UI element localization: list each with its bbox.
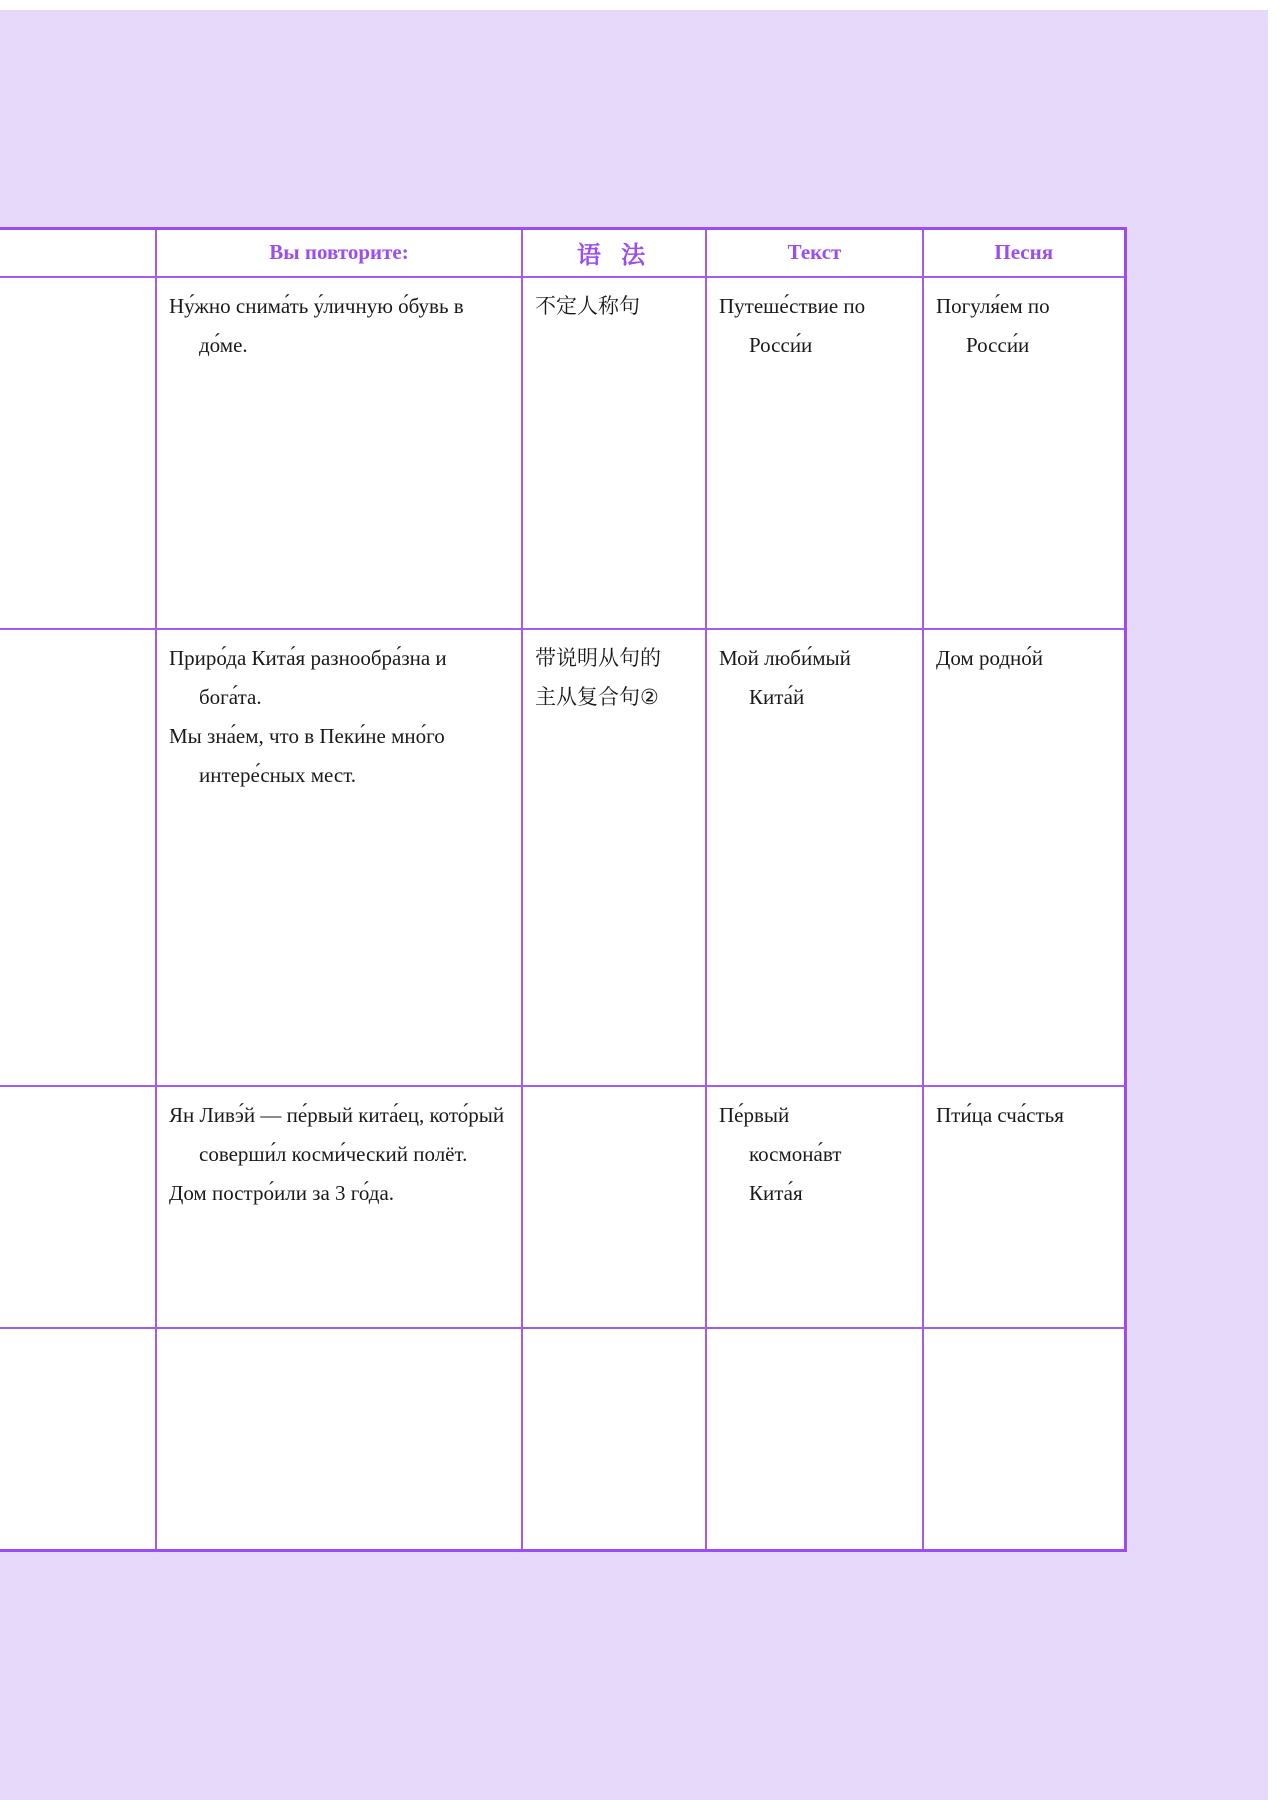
- repeat-sentence: Приро́да Кита́я разнообра́зна и бога́та.: [169, 645, 447, 709]
- repeat-cell: [156, 1328, 522, 1551]
- repeat-cell: [156, 277, 522, 629]
- header-repeat: Вы повторите:: [156, 229, 522, 277]
- text-title: Пе́рвый космона́вт Кита́я: [719, 1102, 842, 1205]
- left-cell: [0, 629, 156, 1086]
- syllabus-table: [0, 227, 1127, 1552]
- song-cell: [923, 277, 1125, 629]
- table-row: [0, 277, 1125, 629]
- song-cell: [923, 629, 1125, 1086]
- table-header-row: [0, 229, 1125, 277]
- repeat-cell: [156, 629, 522, 1086]
- header-song: Песня: [923, 229, 1125, 277]
- text-cell: [706, 1086, 923, 1328]
- grammar-topic-line: 带说明从句的: [535, 645, 661, 670]
- grammar-cell: [522, 1328, 706, 1551]
- syllabus-table-container: [0, 227, 1125, 1549]
- grammar-topic: 不定人称句: [535, 293, 640, 318]
- left-cell: [0, 1328, 156, 1551]
- header-cell-leftover: [0, 229, 156, 277]
- grammar-cell: [522, 277, 706, 629]
- repeat-sentence: Ну́жно снима́ть у́личную о́бувь в до́ме.: [169, 293, 464, 357]
- header-grammar: 语 法: [522, 229, 706, 277]
- left-cell: [0, 1086, 156, 1328]
- repeat-cell: [156, 1086, 522, 1328]
- repeat-sentence: Мы зна́ем, что в Пеки́не мно́го интере́сных мест.: [169, 723, 445, 787]
- song-cell: [923, 1328, 1125, 1551]
- grammar-topic-line: 主从复合句②: [535, 684, 659, 709]
- table-row: [0, 629, 1125, 1086]
- left-cell: [0, 277, 156, 629]
- text-title: Мой люби́мый Кита́й: [719, 645, 851, 709]
- table-row: [0, 1328, 1125, 1551]
- table-row: [0, 1086, 1125, 1328]
- text-cell: [706, 629, 923, 1086]
- grammar-cell: [522, 629, 706, 1086]
- text-cell: [706, 1328, 923, 1551]
- song-title: Дом родно́й: [936, 645, 1044, 670]
- song-title: Пти́ца сча́стья: [936, 1102, 1064, 1127]
- text-cell: [706, 277, 923, 629]
- repeat-sentence: Ян Ливэ́й — пе́рвый кита́ец, кото́рый соверши́л косми́ческий полёт.: [169, 1102, 505, 1166]
- song-title: Погуля́ем по Росси́и: [936, 293, 1050, 357]
- text-title: Путеше́ствие по Росси́и: [719, 293, 866, 357]
- header-text: Текст: [706, 229, 923, 277]
- song-cell: [923, 1086, 1125, 1328]
- grammar-cell: [522, 1086, 706, 1328]
- repeat-sentence: Дом постро́или за 3 го́да.: [169, 1180, 395, 1205]
